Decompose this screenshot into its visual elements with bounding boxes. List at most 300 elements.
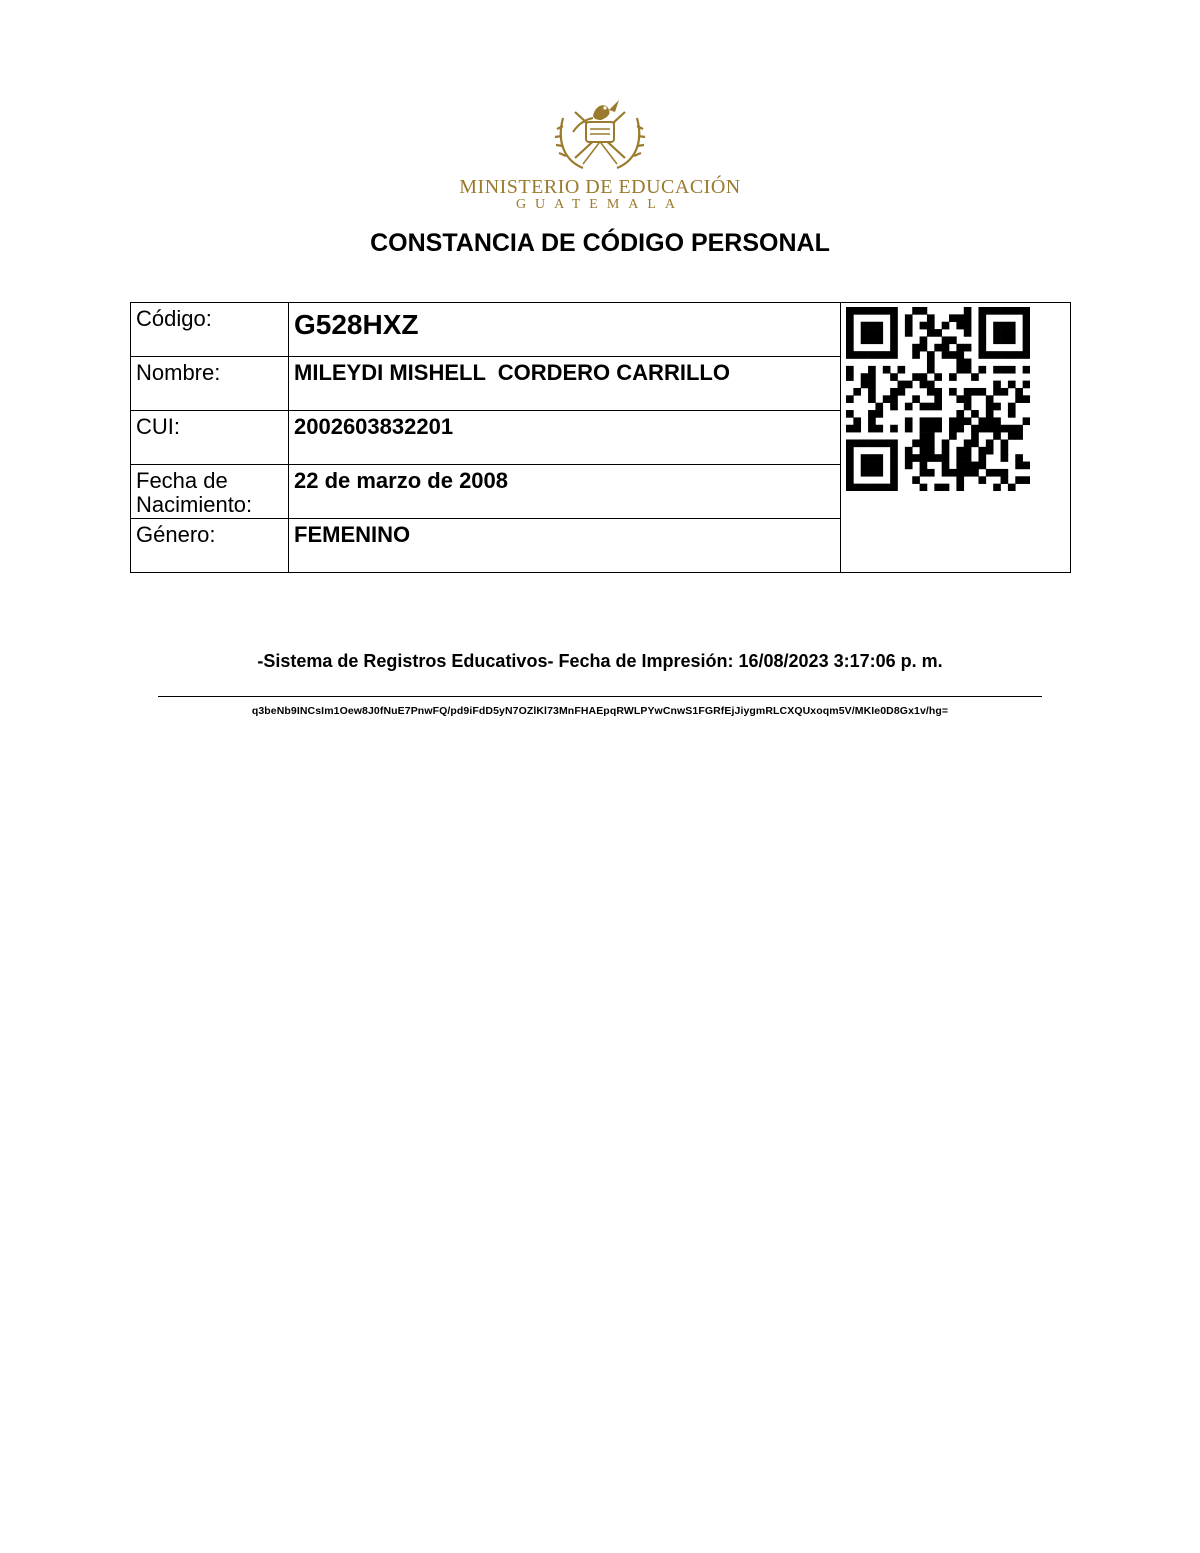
qr-module <box>920 373 928 381</box>
qr-module <box>890 395 898 403</box>
qr-module <box>875 336 883 344</box>
qr-module <box>978 454 986 462</box>
qr-module <box>964 447 972 455</box>
qr-module <box>1001 322 1009 330</box>
qr-module <box>861 329 869 337</box>
qr-module <box>956 469 964 477</box>
qr-module <box>846 395 854 403</box>
qr-module <box>964 344 972 352</box>
qr-module <box>949 417 957 425</box>
qr-module <box>875 469 883 477</box>
qr-module <box>875 410 883 418</box>
qr-module <box>861 454 869 462</box>
qr-module <box>964 359 972 367</box>
qr-module <box>920 469 928 477</box>
qr-module <box>1023 462 1030 470</box>
qr-module <box>956 484 964 491</box>
qr-module <box>927 366 935 374</box>
qr-module <box>912 344 920 352</box>
qr-module <box>1008 336 1016 344</box>
qr-module <box>964 454 972 462</box>
qr-module <box>905 381 913 389</box>
qr-module <box>890 314 898 322</box>
qr-module <box>875 454 883 462</box>
qr-module <box>920 344 928 352</box>
qr-module <box>934 454 942 462</box>
qr-module <box>1015 476 1023 484</box>
qr-module <box>927 314 935 322</box>
qr-module <box>861 322 869 330</box>
qr-module <box>1015 462 1023 470</box>
qr-module <box>934 388 942 396</box>
qr-module <box>853 439 861 447</box>
qr-module <box>1023 336 1030 344</box>
qr-module <box>890 462 898 470</box>
qr-module <box>1001 439 1009 447</box>
qr-module <box>993 307 1001 315</box>
qr-module <box>912 454 920 462</box>
verification-hash: q3beNb9INCsIm1Oew8J0fNuE7PnwFQ/pd9iFdD5yN7OZlKl73MnFHAEpqRWLPYwCnwS1FGRfEjJiygmRLCXQUxoqm5V/MKIe0D8Gx1v/hg= <box>251 705 949 717</box>
qr-module <box>956 359 964 367</box>
qr-module <box>949 432 957 440</box>
qr-module <box>993 425 1001 433</box>
qr-module <box>978 476 986 484</box>
qr-module <box>934 395 942 403</box>
qr-module <box>846 439 854 447</box>
qr-module <box>868 484 876 491</box>
qr-module <box>890 476 898 484</box>
qr-module <box>993 366 1001 374</box>
qr-module <box>956 454 964 462</box>
qr-module <box>875 403 883 411</box>
qr-module <box>920 454 928 462</box>
qr-module <box>956 476 964 484</box>
qr-module <box>949 314 957 322</box>
qr-module <box>1015 454 1023 462</box>
qr-module <box>993 329 1001 337</box>
qr-module <box>846 462 854 470</box>
qr-module <box>964 462 972 470</box>
qr-module <box>1023 314 1030 322</box>
qr-module <box>1015 395 1023 403</box>
qr-module <box>971 432 979 440</box>
qr-module <box>875 322 883 330</box>
print-info: -Sistema de Registros Educativos- Fecha de Impresión: 16/08/2023 3:17:06 p. m. <box>257 651 943 671</box>
qr-module <box>1001 366 1009 374</box>
qr-module <box>890 307 898 315</box>
qr-module <box>853 351 861 359</box>
qr-module <box>942 469 950 477</box>
qr-module <box>993 417 1001 425</box>
qr-module <box>934 403 942 411</box>
qr-module <box>949 388 957 396</box>
qr-module <box>956 322 964 330</box>
qr-module <box>927 322 935 330</box>
qr-module <box>978 425 986 433</box>
qr-module <box>956 410 964 418</box>
qr-module <box>846 307 854 315</box>
qr-module <box>890 336 898 344</box>
qr-module <box>1023 417 1030 425</box>
qr-module <box>1001 447 1009 455</box>
qr-module <box>978 314 986 322</box>
qr-module <box>920 403 928 411</box>
qr-module <box>883 439 891 447</box>
qr-module <box>978 344 986 352</box>
qr-module <box>964 388 972 396</box>
qr-module <box>993 322 1001 330</box>
qr-module <box>853 388 861 396</box>
qr-module <box>890 373 898 381</box>
field-value-cui: 2002603832201 <box>289 411 841 465</box>
qr-module <box>934 373 942 381</box>
qr-module <box>861 336 869 344</box>
qr-module <box>905 322 913 330</box>
field-value-codigo: G528HXZ <box>289 303 841 357</box>
qr-module <box>934 329 942 337</box>
qr-module <box>868 454 876 462</box>
qr-module <box>861 439 869 447</box>
qr-module <box>861 484 869 491</box>
qr-module <box>875 329 883 337</box>
qr-module <box>942 454 950 462</box>
qr-module <box>964 307 972 315</box>
qr-module <box>986 417 994 425</box>
qr-module <box>986 447 994 455</box>
qr-module <box>993 381 1001 389</box>
qr-module <box>883 484 891 491</box>
qr-module <box>986 410 994 418</box>
field-label-nombre: Nombre: <box>131 357 289 411</box>
qr-module <box>875 425 883 433</box>
qr-module <box>905 417 913 425</box>
qr-module <box>1008 351 1016 359</box>
qr-module <box>993 403 1001 411</box>
qr-module <box>1001 329 1009 337</box>
qr-module <box>890 469 898 477</box>
qr-module <box>846 373 854 381</box>
qr-module <box>1008 432 1016 440</box>
qr-module <box>905 425 913 433</box>
qr-module <box>927 359 935 367</box>
qr-module <box>1008 322 1016 330</box>
qr-module <box>964 439 972 447</box>
qr-module <box>964 395 972 403</box>
qr-module <box>920 322 928 330</box>
qr-module <box>927 432 935 440</box>
qr-module <box>927 381 935 389</box>
qr-module <box>868 388 876 396</box>
qr-module <box>912 373 920 381</box>
qr-code-icon <box>846 307 1030 491</box>
qr-module <box>898 366 906 374</box>
qr-module <box>861 469 869 477</box>
qr-module <box>920 484 928 491</box>
qr-module <box>986 403 994 411</box>
qr-module <box>920 439 928 447</box>
qr-module <box>1015 425 1023 433</box>
qr-module <box>986 351 994 359</box>
field-value-genero: FEMENINO <box>289 519 841 573</box>
qr-module <box>890 322 898 330</box>
qr-module <box>846 476 854 484</box>
qr-module <box>920 307 928 315</box>
qr-module <box>853 425 861 433</box>
qr-module <box>912 307 920 315</box>
qr-module <box>927 469 935 477</box>
qr-module <box>846 410 854 418</box>
field-row-codigo <box>131 303 1071 357</box>
qr-module <box>1023 476 1030 484</box>
qr-module <box>971 462 979 470</box>
qr-module <box>971 388 979 396</box>
qr-module <box>875 351 883 359</box>
qr-module <box>868 395 876 403</box>
document-title: CONSTANCIA DE CÓDIGO PERSONAL <box>370 229 830 257</box>
qr-module <box>912 476 920 484</box>
qr-module <box>905 329 913 337</box>
qr-module <box>898 381 906 389</box>
qr-module <box>978 388 986 396</box>
field-label-genero: Género: <box>131 519 289 573</box>
qr-module <box>868 336 876 344</box>
qr-module <box>905 462 913 470</box>
qr-module <box>868 322 876 330</box>
qr-module <box>1023 322 1030 330</box>
qr-module <box>993 351 1001 359</box>
qr-module <box>986 395 994 403</box>
qr-module <box>956 447 964 455</box>
qr-module <box>978 307 986 315</box>
qr-module <box>1001 351 1009 359</box>
qr-module <box>986 425 994 433</box>
qr-module <box>1001 454 1009 462</box>
qr-module <box>846 447 854 455</box>
field-value-nombre: MILEYDI MISHELL CORDERO CARRILLO <box>289 357 841 411</box>
qr-module <box>861 307 869 315</box>
qr-module <box>868 469 876 477</box>
qr-module <box>934 417 942 425</box>
qr-module <box>846 366 854 374</box>
ministry-name: MINISTERIO DE EDUCACIÓN <box>459 176 741 198</box>
qr-module <box>905 447 913 455</box>
qr-module <box>956 344 964 352</box>
qr-module <box>942 344 950 352</box>
qr-module <box>949 373 957 381</box>
qr-module <box>890 329 898 337</box>
qr-module <box>1023 395 1030 403</box>
qr-module <box>1023 381 1030 389</box>
qr-module <box>956 462 964 470</box>
qr-module <box>1008 410 1016 418</box>
qr-module <box>956 395 964 403</box>
qr-module <box>868 381 876 389</box>
qr-module <box>868 307 876 315</box>
qr-module <box>883 307 891 315</box>
qr-module <box>927 454 935 462</box>
qr-module <box>846 322 854 330</box>
qr-module <box>934 425 942 433</box>
qr-module <box>942 462 950 470</box>
qr-module <box>971 373 979 381</box>
qr-module <box>986 439 994 447</box>
qr-module <box>868 329 876 337</box>
qr-module <box>1001 307 1009 315</box>
qr-module <box>1008 307 1016 315</box>
qr-module <box>1008 329 1016 337</box>
qr-module <box>993 432 1001 440</box>
coat-of-arms-logo <box>553 92 647 172</box>
qr-module <box>868 373 876 381</box>
qr-module <box>846 344 854 352</box>
qr-module <box>846 314 854 322</box>
qr-module <box>920 336 928 344</box>
qr-module <box>971 410 979 418</box>
qr-module <box>978 366 986 374</box>
field-label-cui: CUI: <box>131 411 289 465</box>
qr-module <box>1023 351 1030 359</box>
qr-module <box>846 329 854 337</box>
qr-module <box>942 439 950 447</box>
qr-module <box>1001 425 1009 433</box>
qr-module <box>868 366 876 374</box>
qr-module <box>905 454 913 462</box>
qr-module <box>1008 425 1016 433</box>
qr-module <box>964 469 972 477</box>
qr-module <box>942 351 950 359</box>
qr-cell <box>841 303 1071 573</box>
qr-module <box>846 469 854 477</box>
qr-module <box>964 403 972 411</box>
qr-module <box>934 344 942 352</box>
qr-module <box>927 417 935 425</box>
qr-module <box>927 388 935 396</box>
qr-module <box>1015 432 1023 440</box>
qr-module <box>875 307 883 315</box>
qr-module <box>971 439 979 447</box>
qr-module <box>846 454 854 462</box>
qr-module <box>868 410 876 418</box>
qr-module <box>978 447 986 455</box>
qr-module <box>1008 366 1016 374</box>
qr-module <box>898 388 906 396</box>
qr-module <box>883 366 891 374</box>
qr-module <box>949 336 957 344</box>
qr-module <box>868 417 876 425</box>
qr-module <box>927 329 935 337</box>
qr-module <box>861 373 869 381</box>
qr-module <box>875 462 883 470</box>
qr-module <box>868 351 876 359</box>
qr-module <box>978 336 986 344</box>
qr-module <box>964 417 972 425</box>
qr-module <box>956 351 964 359</box>
qr-module <box>1008 484 1016 491</box>
qr-module <box>846 336 854 344</box>
qr-module <box>1008 381 1016 389</box>
qr-module <box>920 447 928 455</box>
qr-module <box>912 395 920 403</box>
qr-module <box>949 351 957 359</box>
qr-module <box>1023 329 1030 337</box>
qr-module <box>927 439 935 447</box>
qr-module <box>956 314 964 322</box>
qr-module <box>912 351 920 359</box>
qr-module <box>890 447 898 455</box>
divider <box>158 696 1042 697</box>
field-value-fecha-nacimiento: 22 de marzo de 2008 <box>289 465 841 519</box>
qr-module <box>978 351 986 359</box>
qr-module <box>868 462 876 470</box>
qr-module <box>890 439 898 447</box>
ministry-country: GUATEMALA <box>515 197 685 212</box>
qr-module <box>861 381 869 389</box>
qr-module <box>890 351 898 359</box>
qr-module <box>905 403 913 411</box>
qr-module <box>934 484 942 491</box>
qr-module <box>964 366 972 374</box>
qr-module <box>890 388 898 396</box>
qr-module <box>956 425 964 433</box>
qr-module <box>927 403 935 411</box>
qr-module <box>883 395 891 403</box>
qr-module <box>993 336 1001 344</box>
qr-module <box>971 469 979 477</box>
personal-info-table <box>130 302 1071 573</box>
qr-module <box>920 432 928 440</box>
qr-module <box>978 462 986 470</box>
qr-module <box>927 447 935 455</box>
field-label-codigo: Código: <box>131 303 289 357</box>
qr-module <box>1015 351 1023 359</box>
qr-module <box>986 307 994 315</box>
qr-module <box>853 307 861 315</box>
qr-module <box>853 484 861 491</box>
qr-module <box>1023 307 1030 315</box>
qr-module <box>1023 344 1030 352</box>
qr-module <box>1001 469 1009 477</box>
qr-module <box>846 351 854 359</box>
qr-module <box>927 351 935 359</box>
qr-module <box>949 425 957 433</box>
qr-module <box>868 439 876 447</box>
qr-module <box>890 425 898 433</box>
qr-module <box>920 417 928 425</box>
qr-module <box>890 484 898 491</box>
qr-module <box>927 425 935 433</box>
qr-module <box>978 417 986 425</box>
qr-module <box>868 425 876 433</box>
qr-module <box>875 484 883 491</box>
qr-module <box>993 469 1001 477</box>
qr-module <box>846 484 854 491</box>
qr-module <box>942 484 950 491</box>
qr-module <box>861 351 869 359</box>
qr-module <box>978 322 986 330</box>
qr-module <box>890 454 898 462</box>
qr-module <box>993 484 1001 491</box>
qr-module <box>1008 403 1016 411</box>
qr-module <box>942 322 950 330</box>
qr-module <box>890 344 898 352</box>
qr-module <box>875 439 883 447</box>
qr-module <box>920 462 928 470</box>
qr-module <box>942 447 950 455</box>
qr-module <box>1001 476 1009 484</box>
qr-module <box>853 417 861 425</box>
qr-module <box>1001 388 1009 396</box>
qr-module <box>912 439 920 447</box>
